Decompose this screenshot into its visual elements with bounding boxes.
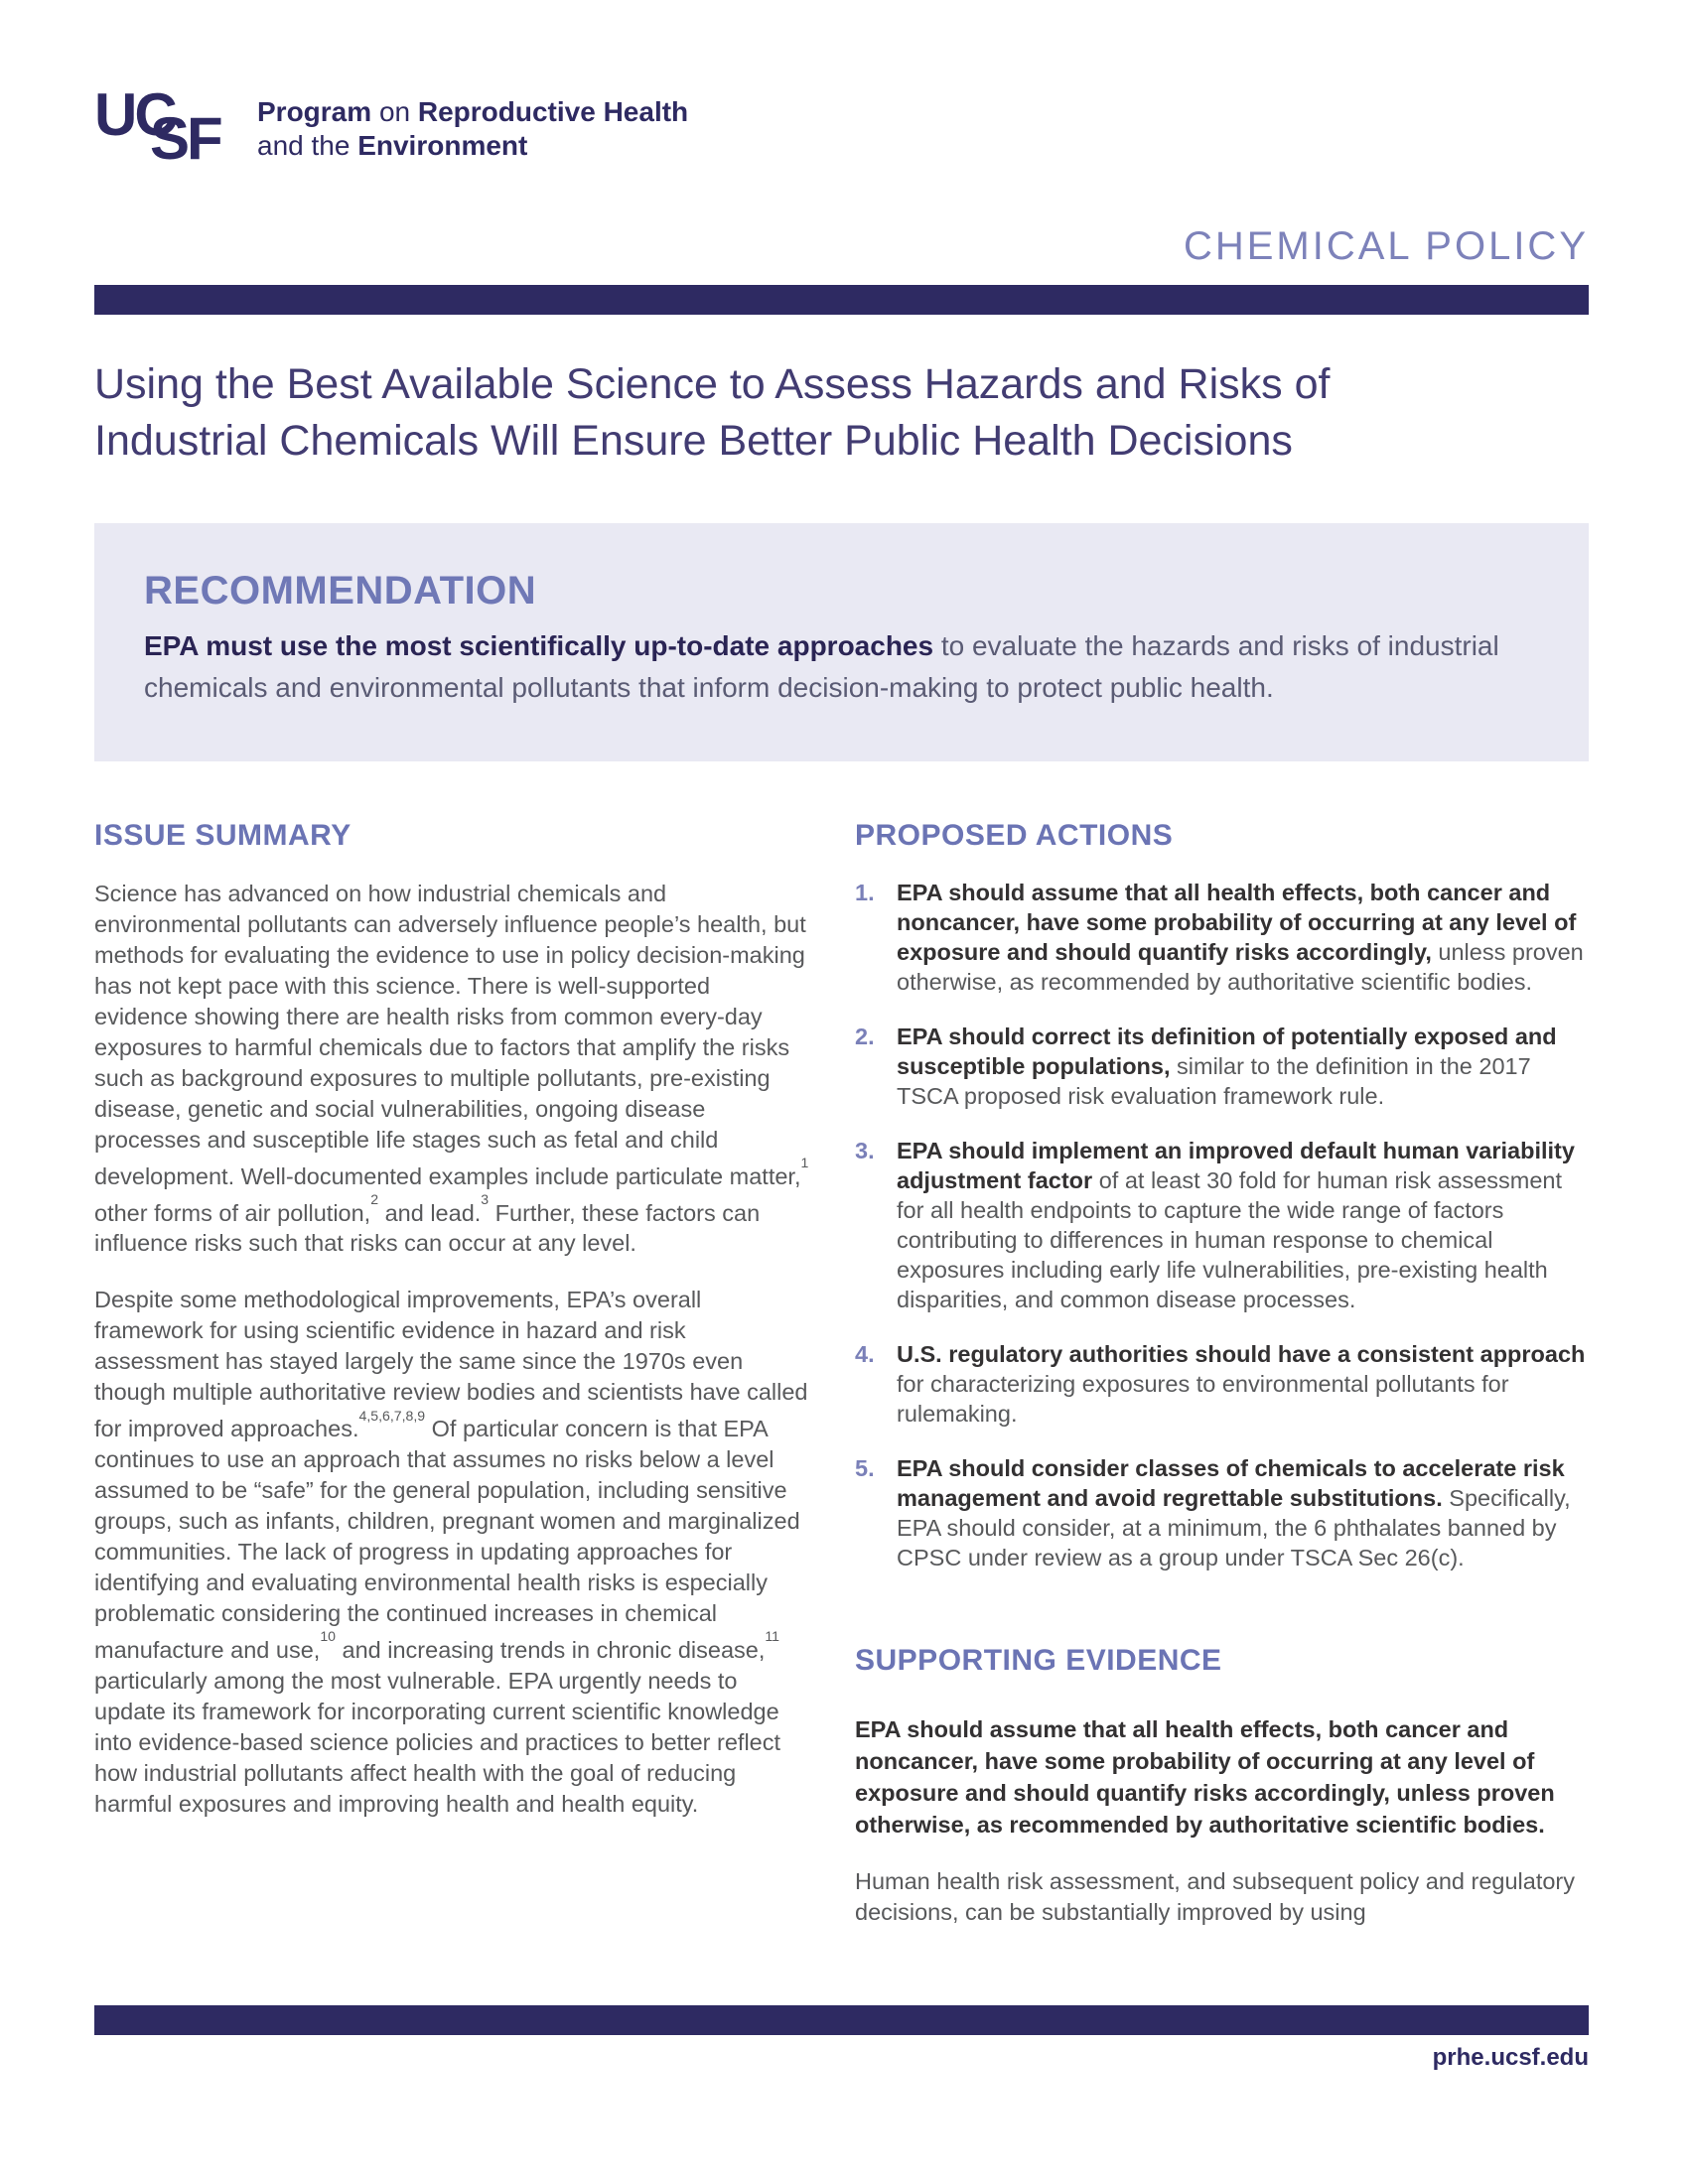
action-text	[897, 1022, 1590, 1111]
right-column	[855, 819, 1590, 1928]
footnote-marker: 4,5,6,7,8,9	[358, 1407, 426, 1424]
logo-line-1	[257, 95, 688, 129]
recommendation-lead-bold: EPA must use the most scientifically up-to-date approaches	[144, 630, 934, 662]
footer-divider-bar	[94, 2005, 1589, 2035]
logo-line-2	[257, 129, 688, 163]
issue-summary-section	[94, 819, 809, 1928]
issue-summary-paragraph: Despite some methodological improvements, EPA’s overall framework for using scientific evidence in hazard and risk assessment has stayed largely the same since the 1970s even though multiple authoritative review bodies and scientists have called for improved approaches.$^{4,5,6,7,8,9}$ Of particular concern is that EPA continues to use an approach that assumes no risks below a level assumed to be “safe” for the general population, including sensitive groups, such as infants, children, pregnant women and marginalized communities. The lack of progress in updating approaches for identifying and evaluating environmental health risks is especially problematic considering the continued increases in chemical manufacture and use,$^{10}$ and increasing trends in chronic disease,$^{11}$ particularly among the most vulnerable. EPA urgently needs to update its framework for incorporating current scientific knowledge into evidence-based science policies and practices to better reflect how industrial pollutants affect health with the goal of reducing harmful exposures and improving health and health equity.	[94, 1287, 808, 1817]
document-category-label: CHEMICAL POLICY	[1183, 224, 1589, 268]
issue-summary-paragraphs	[94, 879, 809, 1820]
logo-word-program: Program	[257, 96, 372, 127]
action-text	[897, 1453, 1590, 1572]
action-number: 5.	[855, 1454, 875, 1481]
logo-word-reproductive-health: Reproductive Health	[417, 96, 689, 127]
action-number: 4.	[855, 1340, 875, 1367]
action-detail: unless proven otherwise, as recommended by authoritative scientific bodies.	[897, 938, 1584, 995]
footer-website-link[interactable]: prhe.ucsf.edu	[1432, 2044, 1589, 2071]
proposed-action-item	[855, 878, 1590, 997]
proposed-action-item	[855, 1453, 1590, 1572]
action-bold-lead: U.S. regulatory authorities should have a consistent approach	[897, 1340, 1586, 1367]
action-detail: Specifically, EPA should consider, at a minimum, the 6 phthalates banned by CPSC under review as a group under TSCA Sec 26(c).	[897, 1484, 1571, 1570]
page-title	[94, 356, 1589, 470]
logo-letters-uc: UC	[94, 81, 175, 148]
action-number: 1.	[855, 879, 875, 905]
logo-word-and-the: and the	[257, 130, 351, 162]
action-number: 2.	[855, 1023, 875, 1049]
issue-summary-paragraph: Science has advanced on how industrial chemicals and environmental pollutants can adversely influence people’s health, but methods for evaluating the evidence to use in policy decision-making has not kept pace with this science. There is well-supported evidence showing there are health risks from common every-day exposures to harmful chemicals due to factors that amplify the risks such as background exposures to multiple pollutants, pre-existing disease, genetic and social vulnerabilities, ongoing disease processes and susceptible life stages such as fetal and child development. Well-documented examples include particulate matter,$^1$ other forms of air pollution,$^2$ and lead.$^3$ Further, these factors can influence risks such that risks can occur at any level.	[94, 880, 809, 1257]
logo-letters-sf: SF	[150, 105, 220, 172]
footnote-marker: 1	[800, 1154, 809, 1170]
action-bold-lead: EPA should assume that all health effects, both cancer and noncancer, have some probability of occurring at any level of exposure and should quantify risks accordingly,	[897, 879, 1577, 965]
action-bold-lead: EPA should consider classes of chemicals to accelerate risk management and avoid regrettable substitutions.	[897, 1454, 1565, 1511]
supporting-evidence-lead: EPA should assume that all health effects, both cancer and noncancer, have some probability of occurring at any level of exposure and should quantify risks accordingly, unless proven otherwise, as recommended by authoritative scientific bodies.	[855, 1715, 1555, 1838]
proposed-actions-heading: PROPOSED ACTIONS	[855, 818, 1174, 852]
action-detail: similar to the definition in the 2017 TSCA proposed risk evaluation framework rule.	[897, 1052, 1531, 1109]
recommendation-lead-rest: to evaluate the hazards and risks of industrial chemicals and environmental pollutants that inform decision-making to protect public health.	[144, 630, 1499, 703]
action-detail: for characterizing exposures to environmental pollutants for rulemaking.	[897, 1370, 1509, 1427]
logo-program-name	[257, 85, 688, 163]
proposed-actions-list	[855, 878, 1590, 1572]
proposed-action-item	[855, 1339, 1590, 1429]
two-column-body	[94, 819, 1589, 1928]
ucsf-prhe-logo	[94, 0, 1589, 177]
header-divider-bar	[94, 285, 1589, 315]
footnote-marker: 3	[481, 1190, 490, 1207]
issue-summary-heading: ISSUE SUMMARY	[94, 818, 352, 852]
footnote-marker: 2	[370, 1190, 379, 1207]
recommendation-text	[144, 625, 1531, 707]
supporting-evidence-heading: SUPPORTING EVIDENCE	[855, 1643, 1222, 1677]
ucsf-logo-mark	[94, 81, 243, 177]
action-number: 3.	[855, 1137, 875, 1163]
recommendation-heading: RECOMMENDATION	[144, 569, 537, 614]
page-title-line-2: Industrial Chemicals Will Ensure Better Public Health Decisions	[94, 417, 1293, 466]
action-detail: of at least 30 fold for human risk assessment for all health endpoints to capture the wide range of factors contributing to differences in human response to chemical exposures including early life vulnerabilities, pre-existing health disparities, and common disease processes.	[897, 1166, 1563, 1312]
footer	[94, 2005, 1589, 2072]
action-bold-lead: EPA should implement an improved default human variability adjustment factor	[897, 1137, 1575, 1193]
action-text	[897, 1339, 1590, 1429]
supporting-evidence-paragraph: Human health risk assessment, and subsequent policy and regulatory decisions, can be substantially improved by using	[855, 1867, 1575, 1925]
recommendation-box	[94, 523, 1589, 760]
supporting-evidence-section	[855, 1644, 1590, 1928]
action-text	[897, 1136, 1590, 1314]
proposed-action-item	[855, 1136, 1590, 1314]
footnote-marker: 11	[765, 1628, 780, 1645]
action-bold-lead: EPA should correct its definition of potentially exposed and susceptible populations,	[897, 1023, 1557, 1079]
logo-word-environment: Environment	[357, 130, 528, 162]
masthead	[94, 0, 1589, 470]
logo-word-on: on	[378, 96, 411, 127]
action-text	[897, 878, 1590, 997]
proposed-action-item	[855, 1022, 1590, 1111]
proposed-actions-section	[855, 819, 1590, 1572]
page-title-line-1: Using the Best Available Science to Assess Hazards and Risks of	[94, 360, 1331, 408]
footnote-marker: 10	[320, 1628, 336, 1645]
